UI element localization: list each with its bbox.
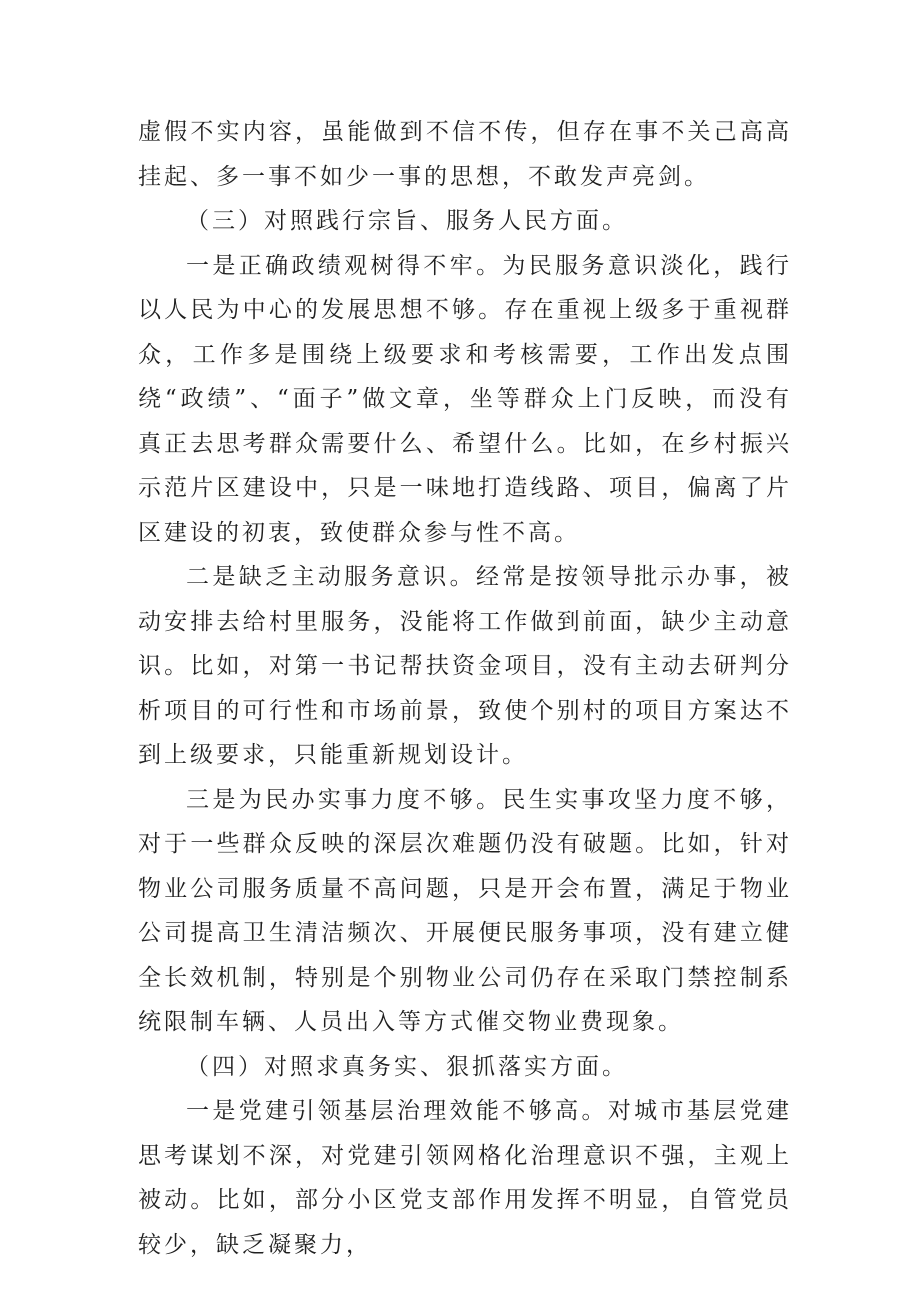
- section-heading-4: （四）对照求真务实、狠抓落实方面。: [186, 1053, 628, 1080]
- paragraph-political-performance: 一是正确政绩观树得不牢。为民服务意识淡化，践行以人民为中心的发展思想不够。存在重视上级多于重视群众，工作多是围绕上级要求和考核需要，工作出发点围绕“政绩”、“面子”做文章，坐等群众上门反映，而没有真正去思考群众需要什么、希望什么。比如，在乡村振兴示范片区建设中，只是一味地打造线路、项目，偏离了片区建设的初衷，致使群众参与性不高。: [138, 252, 792, 546]
- document-body: [138, 110, 792, 1267]
- paragraph-party-building: 一是党建引领基层治理效能不够高。对城市基层党建思考谋划不深，对党建引领网格化治理意识不强，主观上被动。比如，部分小区党支部作用发挥不明显，自管党员较少，缺乏凝聚力，: [138, 1098, 792, 1258]
- paragraph-continuation: 虚假不实内容，虽能做到不信不传，但存在事不关己高高挂起、多一事不如少一事的思想，不敢发声亮剑。: [138, 119, 792, 190]
- paragraph-service-awareness: 二是缺乏主动服务意识。经常是按领导批示办事，被动安排去给村里服务，没能将工作做到前面，缺少主动意识。比如，对第一书记帮扶资金项目，没有主动去研判分析项目的可行性和市场前景，致使个别村的项目方案达不到上级要求，只能重新规划设计。: [138, 564, 792, 768]
- paragraph-practical-matters: 三是为民办实事力度不够。民生实事攻坚力度不够，对于一些群众反映的深层次难题仍没有破题。比如，针对物业公司服务质量不高问题，只是开会布置，满足于物业公司提高卫生清洁频次、开展便民服务事项，没有建立健全长效机制，特别是个别物业公司仍存在采取门禁控制系统限制车辆、人员出入等方式催交物业费现象。: [138, 786, 792, 1035]
- section-heading-3: （三）对照践行宗旨、服务人民方面。: [186, 208, 628, 234]
